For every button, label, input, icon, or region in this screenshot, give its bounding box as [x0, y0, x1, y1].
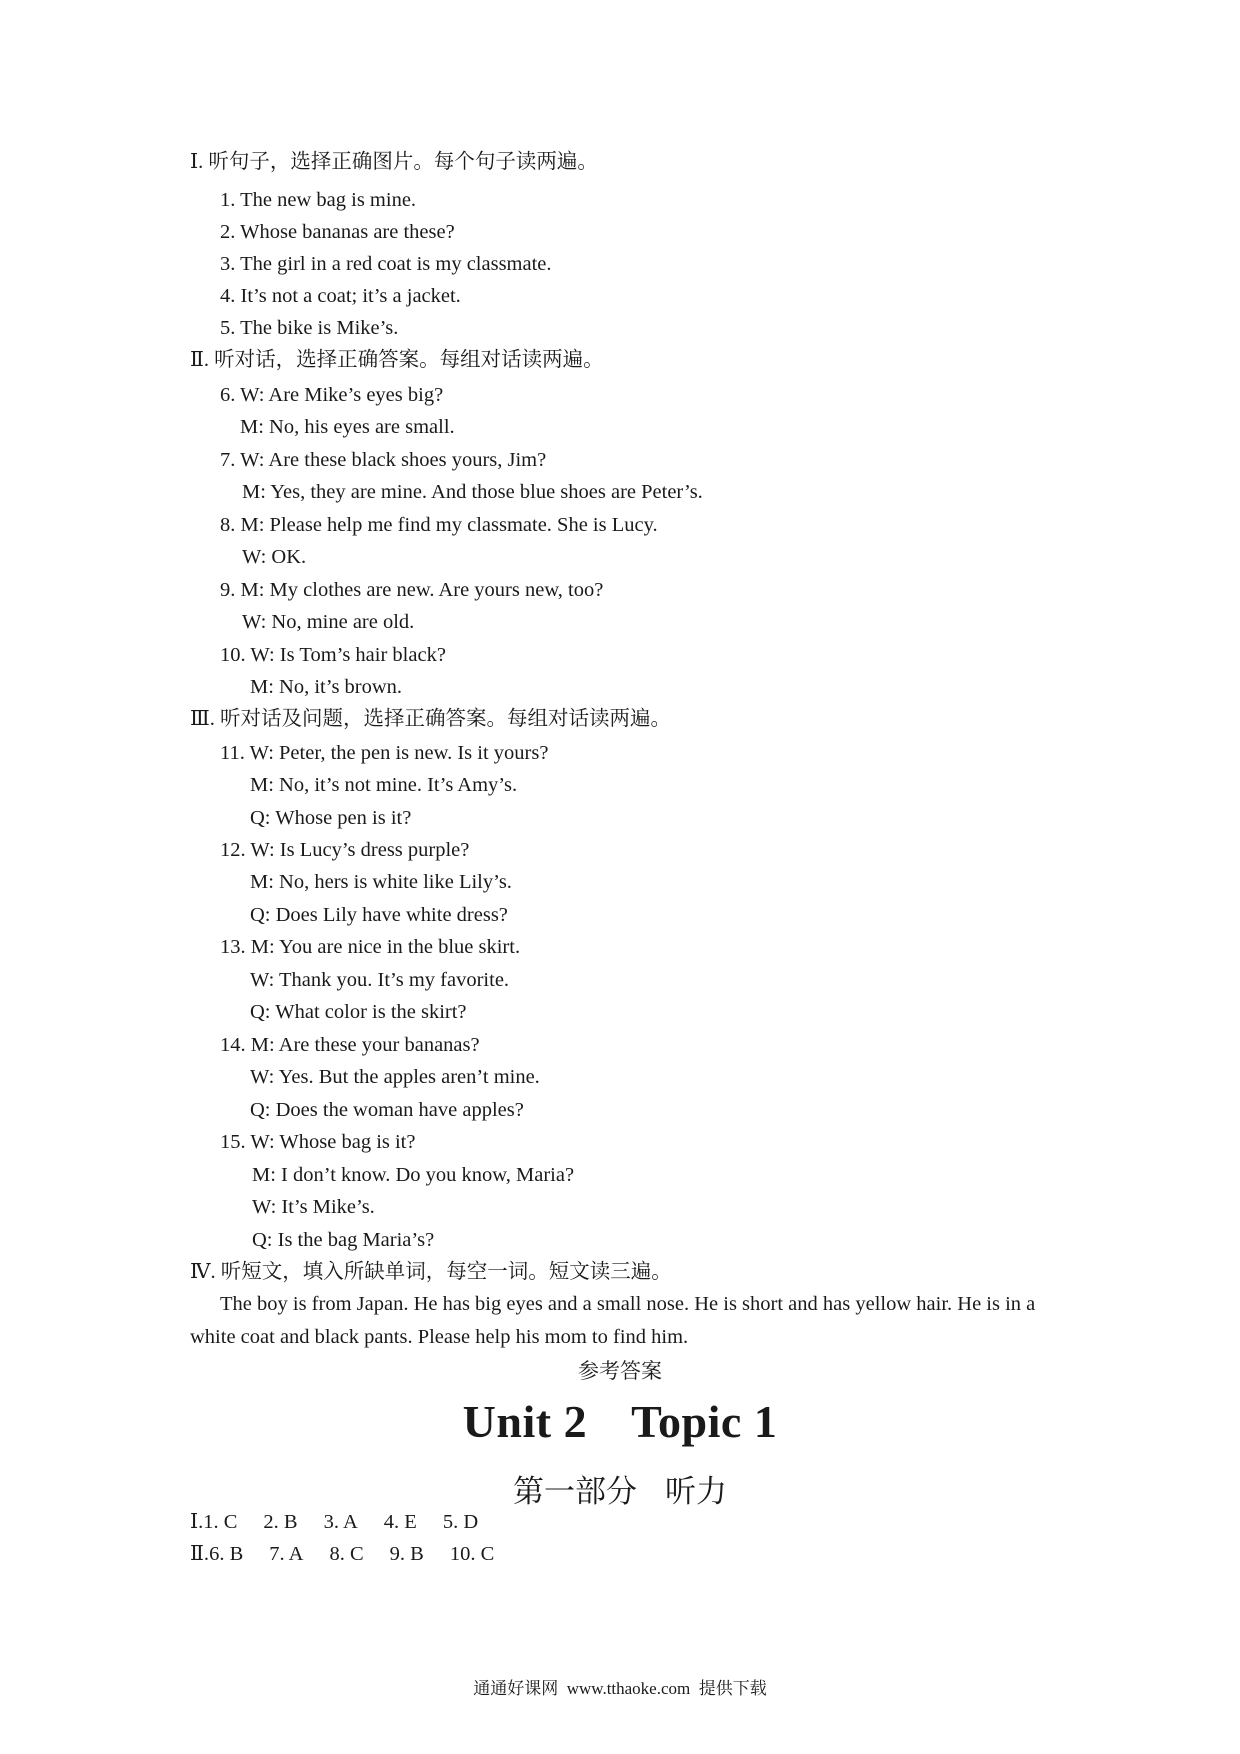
transcript-line: 2. Whose bananas are these?	[220, 221, 455, 243]
answer-row-2	[190, 1542, 520, 1566]
transcript-line: W: It’s Mike’s.	[252, 1196, 375, 1218]
answer-item: 9. B	[389, 1543, 424, 1565]
answer-item: 7. A	[269, 1543, 304, 1565]
answer-row-1	[190, 1510, 504, 1534]
transcript-line: M: I don’t know. Do you know, Maria?	[252, 1164, 575, 1186]
transcript-line: 12. W: Is Lucy’s dress purple?	[220, 839, 470, 861]
transcript-line: 5. The bike is Mike’s.	[220, 317, 399, 339]
footer	[0, 1674, 1240, 1699]
transcript-line: Q: Is the bag Maria’s?	[252, 1229, 435, 1251]
answer-item: 8. C	[329, 1543, 364, 1565]
answer-item: 5. D	[442, 1511, 479, 1533]
transcript-line: W: No, mine are old.	[242, 611, 415, 633]
transcript-line: 3. The girl in a red coat is my classmate.	[220, 253, 552, 275]
transcript-line: 10. W: Is Tom’s hair black?	[220, 644, 446, 666]
footer-suffix: 提供下载	[698, 1679, 767, 1698]
transcript-line: W: Thank you. It’s my favorite.	[250, 969, 510, 991]
answer-item: 1. C	[203, 1511, 238, 1533]
part-label: 第一部分	[513, 1474, 637, 1509]
transcript-line: 4. It’s not a coat; it’s a jacket.	[220, 285, 461, 307]
transcript-line: M: No, his eyes are small.	[240, 416, 455, 438]
section-4-heading: Ⅳ. 听短文，填入所缺单词，每空一词。短文读三遍。	[190, 1261, 672, 1283]
part-title	[0, 1466, 1240, 1511]
transcript-line: 7. W: Are these black shoes yours, Jim?	[220, 449, 547, 471]
answer-item: 3. A	[323, 1511, 358, 1533]
answer-item: 4. E	[383, 1511, 417, 1533]
transcript-line: M: No, hers is white like Lily’s.	[250, 871, 512, 893]
transcript-line: 8. M: Please help me find my classmate. She is Lucy.	[220, 514, 658, 536]
transcript-line: Q: What color is the skirt?	[250, 1001, 467, 1023]
topic-label: Topic 1	[631, 1396, 778, 1447]
reference-answers-title: 参考答案	[578, 1359, 662, 1383]
footer-url[interactable]: www.tthaoke.com	[566, 1679, 691, 1698]
section-3-heading: Ⅲ. 听对话及问题，选择正确答案。每组对话读两遍。	[190, 708, 672, 730]
transcript-line: 15. W: Whose bag is it?	[220, 1131, 416, 1153]
answer-item: 10. C	[449, 1543, 495, 1565]
answer-row-lead: Ⅰ.	[190, 1511, 204, 1533]
transcript-line: 11. W: Peter, the pen is new. Is it yours?	[220, 742, 549, 764]
footer-site: 通通好课网	[473, 1679, 559, 1698]
transcript-line: M: No, it’s brown.	[250, 676, 403, 698]
unit-label: Unit 2	[462, 1396, 588, 1447]
transcript-line: Q: Does the woman have apples?	[250, 1099, 524, 1121]
transcript-line: M: Yes, they are mine. And those blue shoes are Peter’s.	[242, 481, 703, 503]
transcript-line: 9. M: My clothes are new. Are yours new, too?	[220, 579, 604, 601]
transcript-line: W: OK.	[242, 546, 307, 568]
section-2-heading: Ⅱ. 听对话，选择正确答案。每组对话读两遍。	[190, 349, 604, 371]
transcript-line: 1. The new bag is mine.	[220, 189, 417, 211]
answer-item: 6. B	[209, 1543, 244, 1565]
section-1-heading: Ⅰ. 听句子，选择正确图片。每个句子读两遍。	[190, 151, 598, 173]
part-name: 听力	[665, 1474, 727, 1509]
answer-item: 2. B	[263, 1511, 298, 1533]
transcript-line: Q: Whose pen is it?	[250, 807, 412, 829]
passage-text: The boy is from Japan. He has big eyes and a small nose. He is short and has yellow hair. He is in a white coat and black pants. Please help his mom to find him.	[190, 1293, 1036, 1348]
transcript-line: 13. M: You are nice in the blue skirt.	[220, 936, 521, 958]
transcript-line: 14. M: Are these your bananas?	[220, 1034, 480, 1056]
transcript-line: Q: Does Lily have white dress?	[250, 904, 508, 926]
unit-title	[0, 1395, 1240, 1448]
transcript-line: M: No, it’s not mine. It’s Amy’s.	[250, 774, 518, 796]
answer-row-lead: Ⅱ.	[190, 1543, 210, 1565]
transcript-line: 6. W: Are Mike’s eyes big?	[220, 384, 444, 406]
transcript-line: W: Yes. But the apples aren’t mine.	[250, 1066, 540, 1088]
